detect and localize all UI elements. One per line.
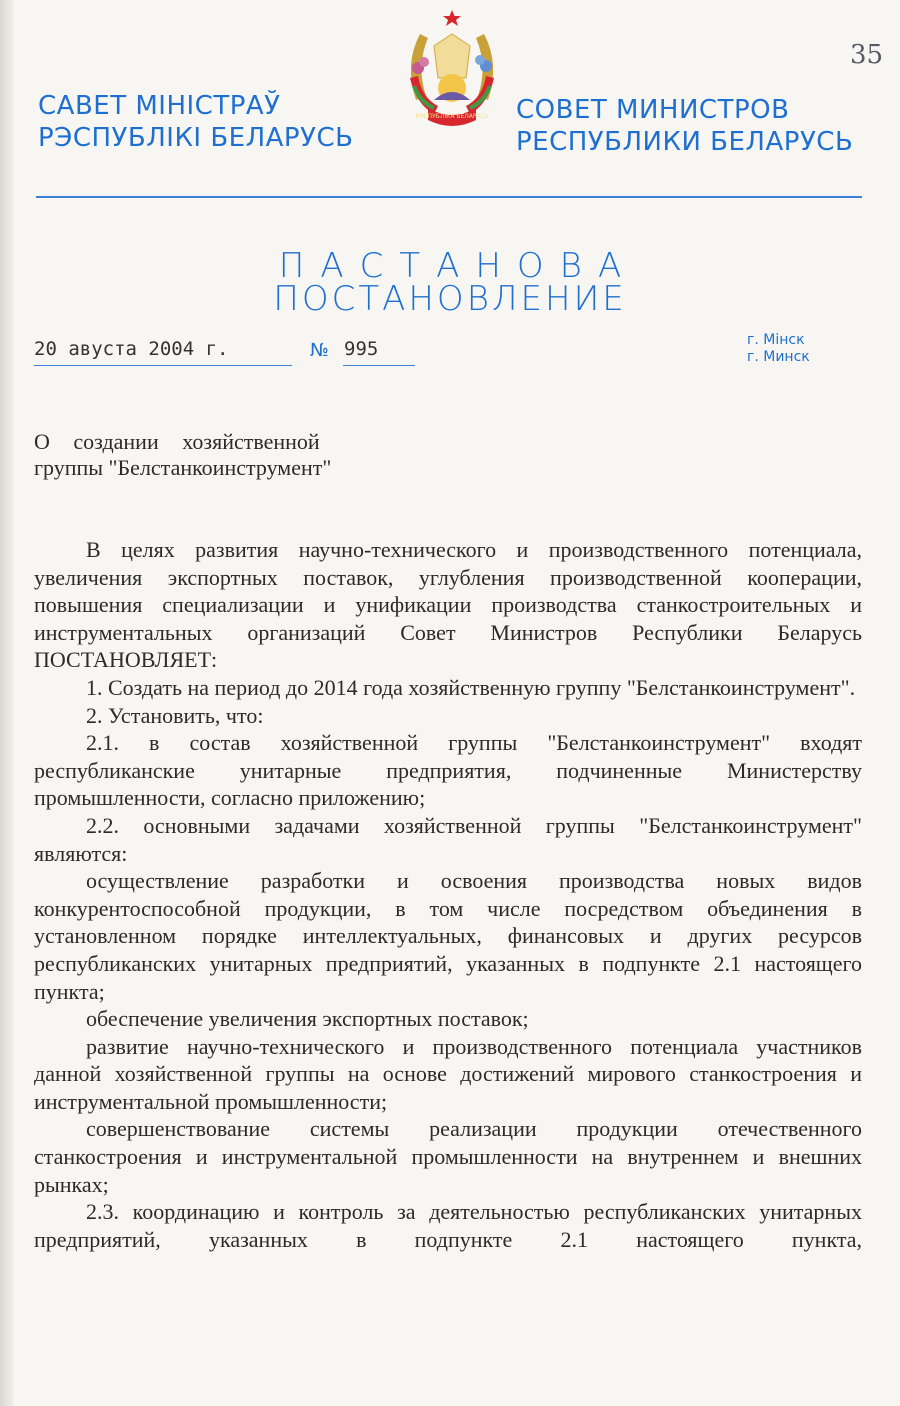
- city-russian: г. Минск: [747, 349, 810, 365]
- date-underline: [34, 365, 292, 366]
- header-belarusian: [38, 90, 353, 154]
- document-number: 995: [344, 338, 379, 360]
- subject-line2: группы "Белстанкоинструмент": [34, 455, 332, 480]
- doc-type-russian: ПОСТАНОВЛЕНИЕ: [273, 279, 627, 319]
- document-body: [34, 536, 862, 1253]
- task-item-1: осуществление разработки и освоения производства новых видов конкурентоспособной продукции, в том числе посредством объединения в установленном порядке интеллектуальных, финансовых и других ресурсов республиканских унитарных предприятий, указанных в подпункте 2.1 настоящего пункта;: [34, 868, 862, 1004]
- header-by-line2: РЭСПУБЛІКІ БЕЛАРУСЬ: [38, 123, 354, 153]
- document-subject: [34, 429, 331, 481]
- doc-type-belarusian: ПАСТАНОВА: [278, 246, 638, 286]
- city-block: [747, 332, 810, 366]
- scan-edge-shadow: [0, 0, 14, 1406]
- clause-2: 2. Установить, что:: [86, 702, 264, 728]
- task-item-3: развитие научно-технического и производственного потенциала участников данной хозяйственной группы на основе достижений мирового станкостроения и инструментальной промышленности;: [34, 1033, 862, 1114]
- preamble-paragraph: В целях развития научно-технического и производственного потенциала, увеличения экспортных поставок, углубления производственной кооперации, повышения специализации и унификации производства станкостроительных и инструментальных организаций Совет Министров Республики Беларусь ПОСТАНОВЛЯЕТ:: [34, 537, 862, 673]
- header-ru-line1: СОВЕТ МИНИСТРОВ: [516, 95, 790, 125]
- clause-2-2: 2.2. основными задачами хозяйственной группы "Белстанкоинструмент" являются:: [34, 812, 862, 866]
- task-item-4: совершенствование системы реализации продукции отечественного станкостроения и инструментальной промышленности на внутреннем и внешних рынках;: [34, 1116, 862, 1197]
- header-russian: [516, 94, 853, 158]
- header-ru-line2: РЕСПУБЛИКИ БЕЛАРУСЬ: [516, 127, 854, 157]
- header-by-line1: САВЕТ МІНІСТРАЎ: [38, 91, 281, 121]
- clause-1: 1. Создать на период до 2014 года хозяйственную группу "Белстанкоинструмент".: [86, 674, 856, 700]
- task-item-2: обеспечение увеличения экспортных поставок;: [86, 1006, 529, 1032]
- number-underline: [343, 365, 415, 366]
- page-number: 35: [850, 40, 884, 70]
- state-emblem-icon: [394, 4, 510, 132]
- clause-2-1: 2.1. в состав хозяйственной группы "Белстанкоинструмент" входят республиканские унитарные предприятия, подчиненные Министерству промышленности, согласно приложению;: [34, 730, 862, 811]
- subject-line1: О создании хозяйственной: [34, 429, 320, 454]
- number-sign: №: [310, 340, 329, 361]
- document-date: 20 авуста 2004 г.: [34, 338, 229, 360]
- city-belarusian: г. Мінск: [747, 332, 805, 348]
- header-divider: [36, 196, 862, 198]
- svg-text:РЭСПУБЛІКА БЕЛАРУСЬ: РЭСПУБЛІКА БЕЛАРУСЬ: [415, 113, 489, 120]
- clause-2-3: 2.3. координацию и контроль за деятельностью республиканских унитарных предприятий, указанных в подпункте 2.1 настоящего пункта,: [34, 1199, 862, 1252]
